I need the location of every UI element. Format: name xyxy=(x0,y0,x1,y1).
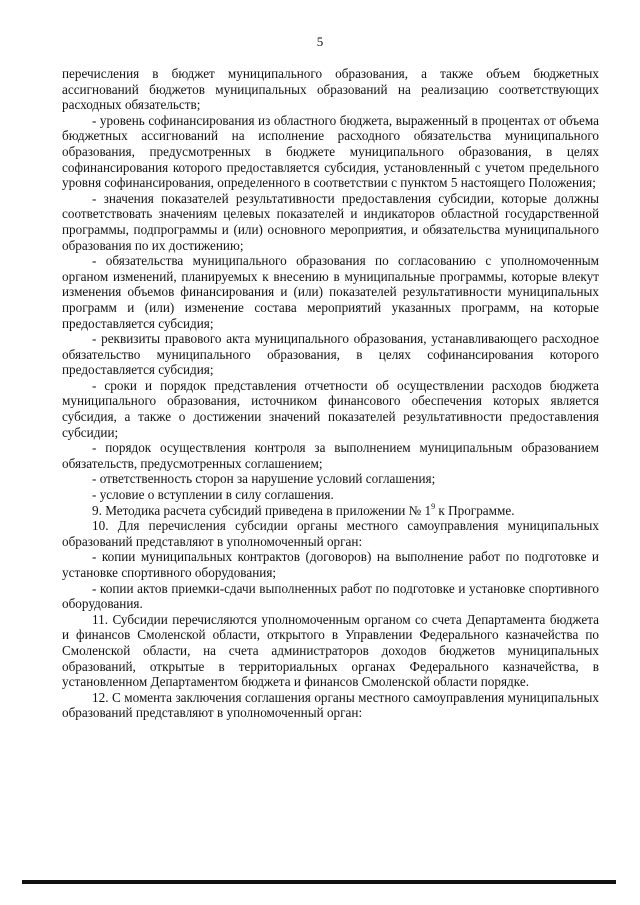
list-item-entry-into-force: - условие о вступлении в силу соглашения. xyxy=(92,487,334,503)
paragraph-9-methodology xyxy=(62,503,599,519)
list-item-contracts-copies: - копии муниципальных контрактов (договоров) на выполнение работ по подготовке и установке спортивного оборудования; xyxy=(62,549,599,580)
document-body xyxy=(62,66,599,721)
paragraph-11-subsidy-transfer: 11. Субсидии перечисляются уполномоченным органом со счета Департамента бюджета и финансов Смоленской области, открытого в Управлении Федерального казначейства по Смоленской области, на счета администраторов доходов бюджетов муниципальных образований, открытые в территориальных органах Федерального казначейства, в установленном Департаментом бюджета и финансов Смоленской области порядке. xyxy=(62,611,599,690)
paragraph-9-text-after: к Программе. xyxy=(435,502,515,518)
list-item-agreement-changes: - обязательства муниципального образования по согласованию с уполномоченным органом изменений, планируемых к внесению в муниципальные программы, которые влекут изменения объемов финансирования и (или) показателей результативности муниципальных программ и (или) изменение состава мероприятий указанных программ, на которые предоставляется субсидия; xyxy=(62,253,599,331)
list-item-legal-act-details: - реквизиты правового акта муниципального образования, устанавливающего расходное обязательство муниципального образования, в целях софинансирования которого предоставляется субсидия; xyxy=(62,331,599,378)
bottom-rule xyxy=(22,880,616,884)
list-item-acceptance-acts: - копии актов приемки-сдачи выполненных работ по подготовке и установке спортивного оборудования. xyxy=(62,580,599,612)
list-item-cofinancing-level: - уровень софинансирования из областного бюджета, выраженный в процентах от объема бюджетных ассигнований на исполнение расходного обязательства муниципального образования, предусмотренных в бюджете муниципального образования, в целях софинансирования которого предоставляется субсидия, установленный с учетом предельного уровня софинансирования, определенного в соответствии с пунктом 5 настоящего Положения; xyxy=(62,112,599,191)
list-item-performance-indicators: - значения показателей результативности предоставления субсидии, которые должны соответствовать значениям целевых показателей и индикаторов областной государственной программы, подпрограммы и (или) основного мероприятия, и обязательства муниципального образования по их достижению; xyxy=(62,190,599,253)
list-item-control-procedure: - порядок осуществления контроля за выполнением муниципальным образованием обязательств, предусмотренных соглашением; xyxy=(62,440,599,471)
paragraph-9-superscript: 9 xyxy=(431,501,436,511)
page-number: 5 xyxy=(316,34,324,49)
paragraph-10-transfer: 10. Для перечисления субсидии органы местного самоуправления муниципальных образований представляют в уполномоченный орган: xyxy=(62,518,599,549)
paragraph-continuation: перечисления в бюджет муниципального образования, а также объем бюджетных ассигнований бюджетов муниципальных образований на реализацию соответствующих расходных обязательств; xyxy=(62,66,599,113)
paragraph-9-text-before: 9. Методика расчета субсидий приведена в приложении № 1 xyxy=(92,502,432,518)
list-item-reporting-terms: - сроки и порядок представления отчетности об осуществлении расходов бюджета муниципального образования, источником финансового обеспечения которых является субсидия, а также о достижении значений показателей результативности предоставления субсидии; xyxy=(62,377,599,440)
paragraph-12-agreement: 12. С момента заключения соглашения органы местного самоуправления муниципальных образований представляют в уполномоченный орган: xyxy=(62,689,599,721)
list-item-liability: - ответственность сторон за нарушение условий соглашения; xyxy=(92,471,436,487)
